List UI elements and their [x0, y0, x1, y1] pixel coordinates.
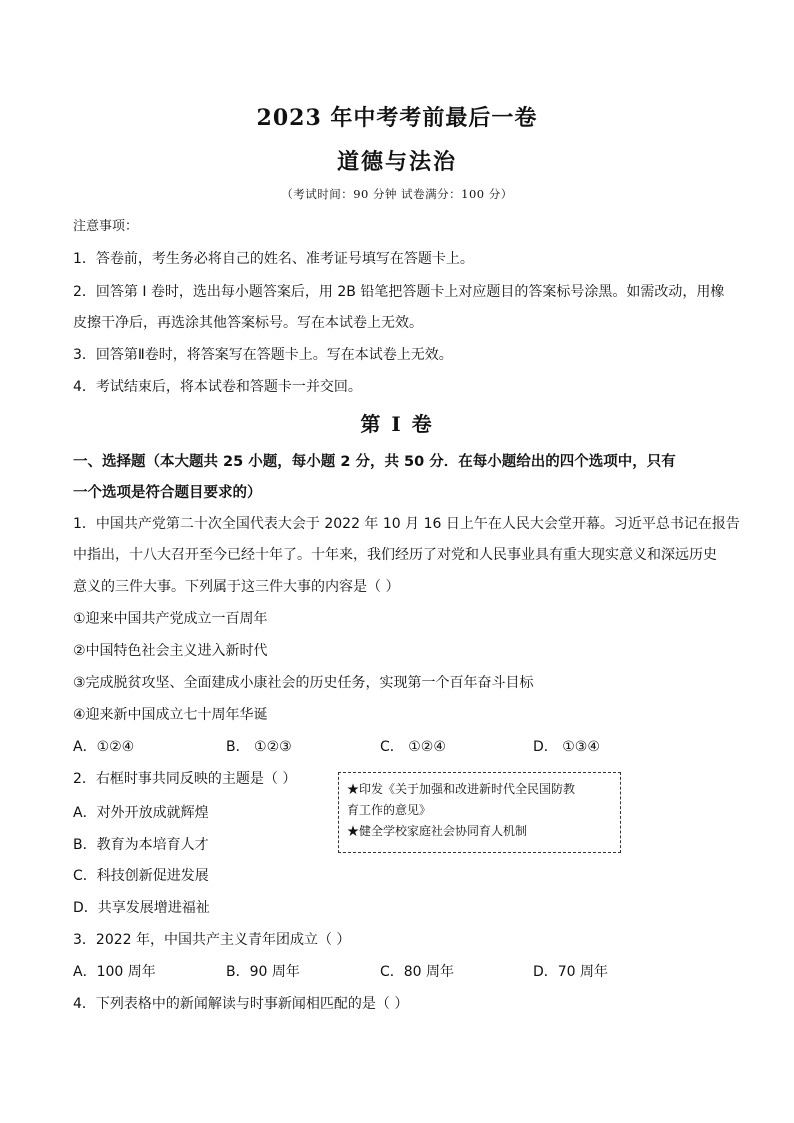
q3-option-a: A．100 周年: [73, 964, 156, 980]
q2-news-item-1-cont: 育工作的意见》: [347, 803, 432, 817]
q3-option-b: B．90 周年: [226, 964, 300, 980]
q1-stem-line2: 中指出，十八大召开至今已经十年了。十年来，我们经历了对党和人民事业具有重大现实意义和深远历史: [73, 547, 717, 563]
q3-option-d: D．70 周年: [533, 964, 609, 980]
q2-option-b: B．教育为本培育人才: [73, 837, 209, 853]
q1-option-c: C． ①②④: [380, 739, 446, 755]
q2-option-a: A．对外开放成就辉煌: [73, 805, 209, 821]
note-item-2: 2．回答第 I 卷时，选出每小题答案后，用 2B 铅笔把答题卡上对应题目的答案标号涂黑。如需改动，用橡: [73, 284, 725, 300]
q1-option-a: A．①②④: [73, 739, 135, 755]
q1-option-b: B． ①②③: [226, 739, 292, 755]
q2-news-item-1: ★印发《关于加强和改进新时代全民国防教: [347, 782, 576, 796]
q1-option-d: D． ①③④: [533, 739, 600, 755]
note-item-3: 3．回答第Ⅱ卷时，将答案写在答题卡上。写在本试卷上无效。: [73, 347, 453, 363]
exam-subject: 道德与法治: [336, 149, 457, 175]
section-title: 第 I 卷: [360, 412, 434, 436]
q2-option-d: D．共享发展增进福祉: [73, 900, 210, 916]
note-item-2-cont: 皮擦干净后，再选涂其他答案标号。写在本试卷上无效。: [73, 315, 423, 331]
q2-news-box: [338, 772, 621, 853]
section-instructions-cont: 一个选项是符合题目要求的）: [73, 485, 262, 501]
q1-statement-2: ②中国特色社会主义进入新时代: [73, 643, 268, 659]
note-item-4: 4．考试结束后，将本试卷和答题卡一并交回。: [73, 379, 362, 395]
section-instructions: 一、选择题（本大题共 25 小题，每小题 2 分，共 50 分．在每小题给出的四个选项中，只有: [73, 454, 676, 470]
q1-statement-1: ①迎来中国共产党成立一百周年: [73, 611, 268, 627]
notes-heading: 注意事项：: [73, 219, 139, 234]
note-item-1: 1．答卷前，考生务必将自己的姓名、准考证号填写在答题卡上。: [73, 251, 474, 267]
q2-option-c: C．科技创新促进发展: [73, 868, 209, 884]
exam-title: 2023 年中考考前最后一卷: [256, 105, 538, 131]
q1-statement-4: ④迎来新中国成立七十周年华诞: [73, 707, 268, 723]
q1-stem-line3: 意义的三件大事。下列属于这三件大事的内容是（ ）: [73, 579, 400, 595]
q3-option-c: C．80 周年: [380, 964, 455, 980]
q1-stem: 1．中国共产党第二十次全国代表大会于 2022 年 10 月 16 日上午在人民大会堂开幕。习近平总书记在报告: [73, 516, 740, 532]
q3-stem: 3．2022 年，中国共产主义青年团成立（ ）: [73, 932, 351, 948]
q2-news-item-2: ★健全学校家庭社会协同育人机制: [347, 824, 528, 838]
q1-statement-3: ③完成脱贫攻坚、全面建成小康社会的历史任务，实现第一个百年奋斗目标: [73, 675, 534, 691]
q2-stem: 2．右框时事共同反映的主题是（ ）: [73, 771, 297, 787]
exam-info: （考试时间：90 分钟 试卷满分：100 分）: [281, 187, 513, 201]
q4-stem: 4．下列表格中的新闻解读与时事新闻相匹配的是（ ）: [73, 996, 409, 1012]
